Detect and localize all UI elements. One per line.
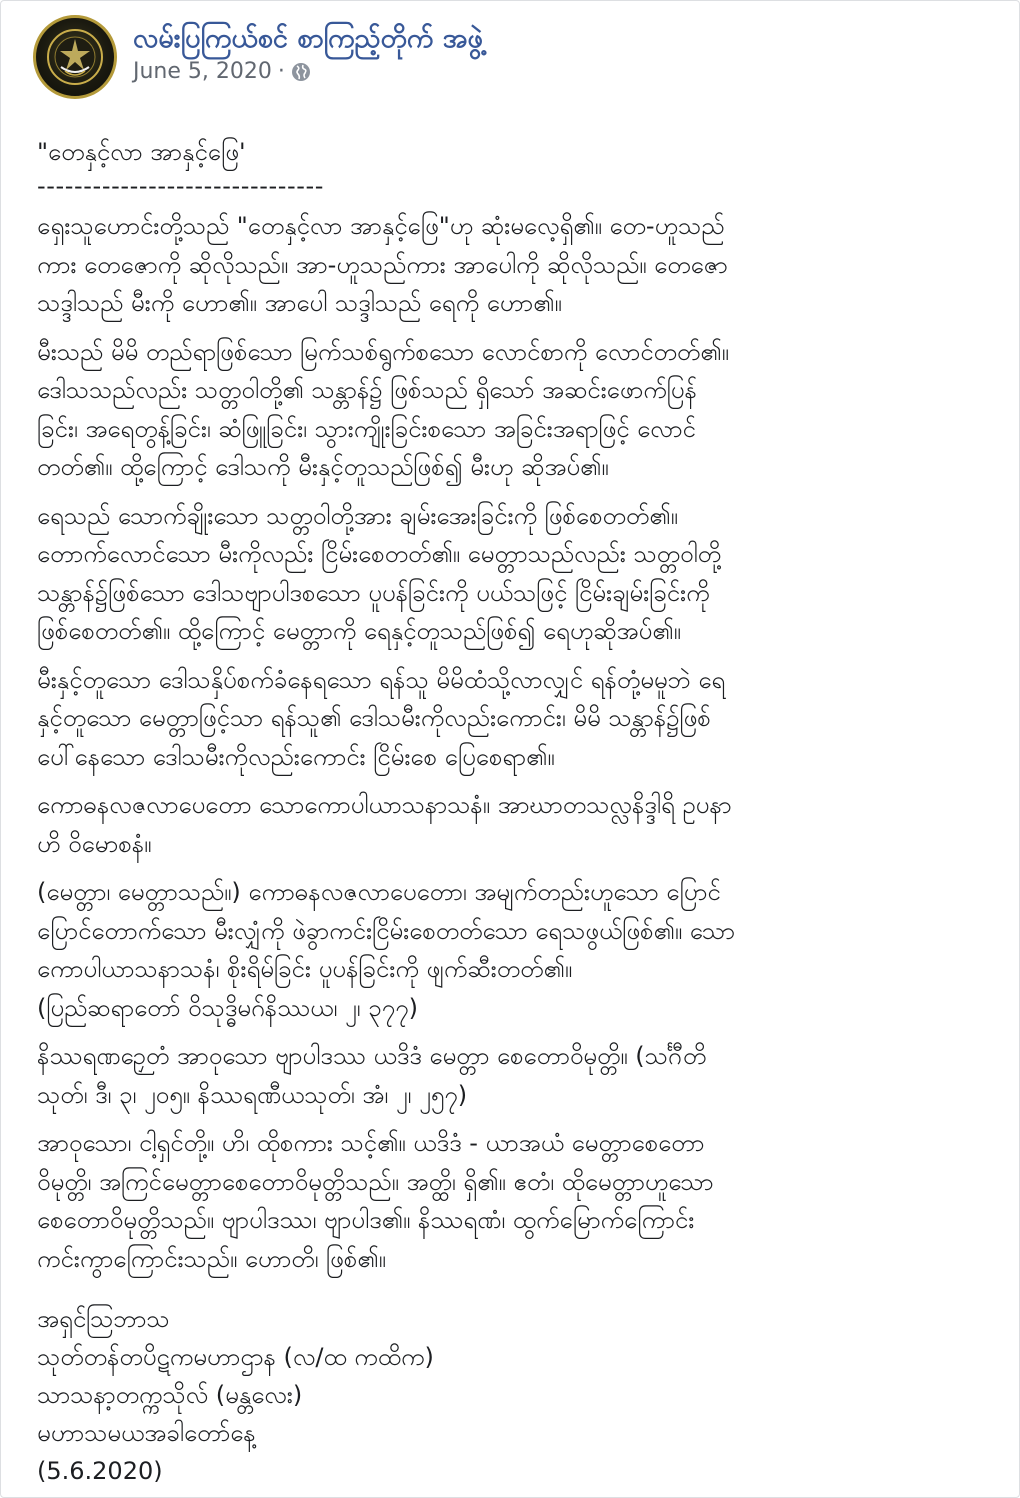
text-divider: ------------------------------- bbox=[37, 172, 325, 200]
post-body bbox=[37, 133, 995, 1490]
globe-icon[interactable] bbox=[291, 62, 311, 82]
paragraph-5-pali-verse: ကောဓနလဇလာပေတော သောကောပါယာသနာသနံ။ အာဃာတသလ္လနိဒ္ဒါရိ ဥပနာ ဟိ ဝိမောစနံ။ bbox=[37, 791, 732, 858]
paragraph-7: နိဿရဏဉှေတံ အာဝုသော ဗျာပါဒဿ ယဒိဒံ မေတ္တာ စေတောဝိမုတ္တိ။ (သင်္ဂီတိ သုတ်၊ ဒီ၊ ၃၊ ၂၀၅။ နိဿရဏီယသုတ်၊ အံ၊ ၂၊ ၂၅၇) bbox=[37, 1042, 707, 1109]
post-header bbox=[33, 15, 483, 99]
author-name: အရှင်ဩဘာသ bbox=[37, 1305, 170, 1333]
post-date-link[interactable]: June 5, 2020 bbox=[133, 59, 272, 84]
author-title: သုတ်တန်တပိဋကမဟာဌာန (လ/ထ ကထိက) bbox=[37, 1343, 434, 1371]
author-university: သာသနာ့တက္ကသိုလ် (မန္တလေး) bbox=[37, 1381, 303, 1409]
post-header-text bbox=[133, 21, 483, 87]
occasion: မဟာသမယအခါတော်နေ့ bbox=[37, 1419, 256, 1447]
page-avatar[interactable] bbox=[33, 15, 117, 99]
post-meta bbox=[133, 57, 483, 87]
signature-date: (5.6.2020) bbox=[37, 1457, 163, 1485]
paragraph-2: မီးသည် မိမိ တည်ရာဖြစ်သော မြက်သစ်ရွက်စသော လောင်စာကို လောင်တတ်၏။ ဒေါသသည်လည်း သတ္တဝါတို့၏ သန္တာန်၌ ဖြစ်သည် ရှိသော် အဆင်းဖောက်ပြန် ခြင်း၊ အရေတွန့်ခြင်း၊ ဆံဖြူခြင်း၊ သွားကျိုးခြင်းစသော အခြင်းအရာဖြင့် လောင် တတ်၏။ ထို့ကြောင့် ဒေါသကို မီးနှင့်တူသည်ဖြစ်၍ မီးဟု ဆိုအပ်၏။ bbox=[37, 337, 729, 481]
meta-separator: · bbox=[277, 59, 285, 84]
post-title: "တေနှင့်လာ အာနှင့်ဖြေ' bbox=[37, 138, 246, 166]
paragraph-6: (မေတ္တာ၊ မေတ္တာသည်။) ကောဓနလဇလာပေတော၊ အမျက်တည်းဟူသော ပြောင် ပြောင်တောက်သော မီးလျှံကို ဖဲခွာကင်းငြိမ်းစေတတ်သော ရေသဖွယ်ဖြစ်၏။ သော ကောပါယာသနာသနံ၊ စိုးရိမ်ခြင်း ပူပန်ခြင်းကို ဖျက်ဆီးတတ်၏။ (ပြည်ဆရာတော် ဝိသုဒ္ဓိမဂ်နိဿယ၊ ၂၊ ၃၇၇) bbox=[37, 878, 735, 1022]
library-logo-icon bbox=[45, 27, 105, 87]
paragraph-3: ရေသည် သောက်ချိုးသော သတ္တဝါတို့အား ချမ်းအေးခြင်းကို ဖြစ်စေတတ်၏။ တောက်လောင်သော မီးကိုလည်း ငြိမ်းစေတတ်၏။ မေတ္တာသည်လည်း သတ္တဝါတို့ သန္တာန်၌ဖြစ်သော ဒေါသဗျာပါဒစသော ပူပန်ခြင်းကို ပယ်သဖြင့် ငြိမ်းချမ်းခြင်းကို ဖြစ်စေတတ်၏။ ထို့ကြောင့် မေတ္တာကို ရေနှင့်တူသည်ဖြစ်၍ ရေဟုဆိုအပ်၏။ bbox=[37, 501, 722, 645]
signature-block bbox=[37, 1300, 995, 1490]
paragraph-4: မီးနှင့်တူသော ဒေါသနှိပ်စက်ခံနေရသော ရန်သူ မိမိထံသို့လာလျှင် ရန်တုံ့မမူဘဲ ရေ နှင့်တူသော မေတ္တာဖြင့်သာ ရန်သူ၏ ဒေါသမီးကိုလည်းကောင်း၊ မိမိ သန္တာန်၌ဖြစ် ပေါ်နေသော ဒေါသမီးကိုလည်းကောင်း ငြိမ်းစေ ပြေစေရာ၏။ bbox=[37, 665, 726, 771]
paragraph-1: ရှေးသူဟောင်းတို့သည် "တေနှင့်လာ အာနှင့်ဖြေ"ဟု ဆုံးမလေ့ရှိ၏။ တေ-ဟူသည် ကား တေဇောကို ဆိုလိုသည်။ အာ-ဟူသည်ကား အာပေါကို ဆိုလိုသည်။ တေဇော သဒ္ဒါသည် မီးကို ဟော၏။ အာပေါ သဒ္ဒါသည် ရေကို ဟော၏။ bbox=[37, 212, 728, 317]
paragraph-8: အာဝုသော၊ ငါ့ရှင်တို့။ ဟိ၊ ထိုစကား သင့်၏။ ယဒိဒံ - ယာအယံ မေတ္တာစေတော ဝိမုတ္တိ၊ အကြင်မေတ္တာစေတောဝိမုတ္တိသည်။ အတ္ထိ၊ ရှိ၏။ ဧတံ၊ ထိုမေတ္တာဟူသော စေတောဝိမုတ္တိသည်။ ဗျာပါဒဿ၊ ဗျာပါဒ၏။ နိဿရဏံ၊ ထွက်မြောက်ကြောင်း ကင်းကွာကြောင်းသည်။ ဟောတိ၊ ဖြစ်၏။ bbox=[37, 1129, 714, 1273]
page-name-link[interactable]: လမ်းပြကြယ်စင် စာကြည့်တိုက် အဖွဲ့ bbox=[133, 23, 483, 54]
